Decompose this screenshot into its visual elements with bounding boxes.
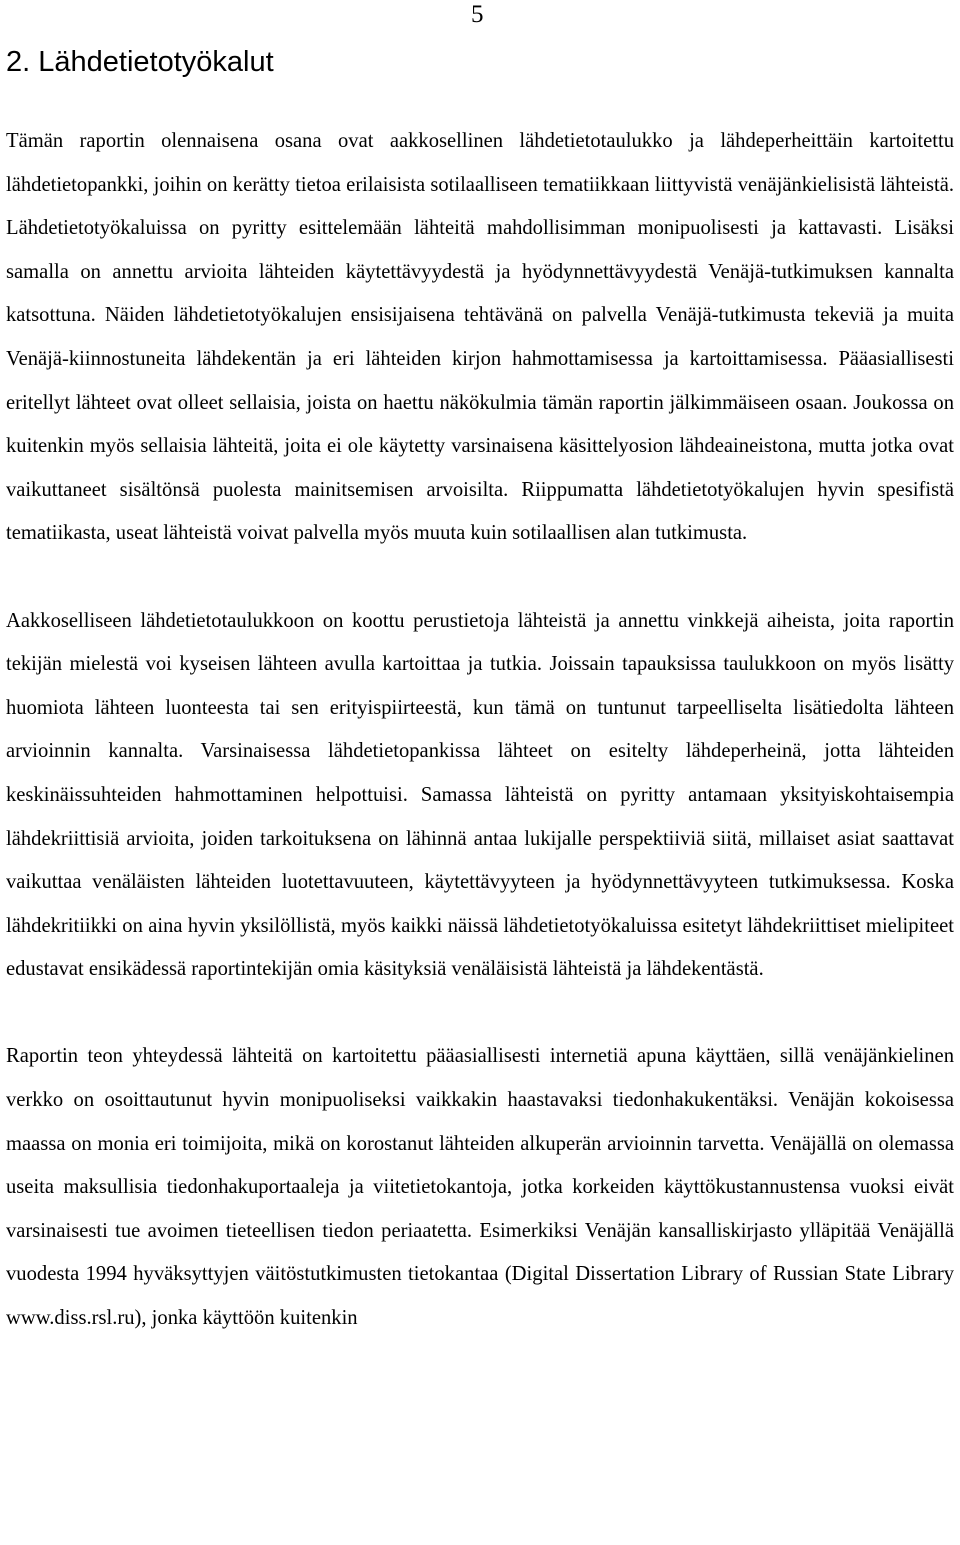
- section-heading: 2. Lähdetietotyökalut: [6, 46, 274, 78]
- page-number: 5: [471, 1, 484, 28]
- paragraph-2: Aakkoselliseen lähdetietotaulukkoon on koottu perustietoja lähteistä ja annettu vinkkejä aiheista, joita raportin tekijän mielestä voi kyseisen lähteen avulla kartoittaa ja tutkia. Joissain tapauksissa taulukkoon on myös lisätty huomiota lähteen luonteesta tai sen erityispiirteestä, kun tämä on tuntunut tarpeelliselta lisätiedolta lähteen arvioinnin kannalta. Varsinaisessa lähdetietopankissa lähteet on esitelty lähdeperheinä, jotta lähteiden keskinäissuhteiden hahmottaminen helpottuisi. Samassa lähteistä on pyritty antamaan yksityiskohtaisempia lähdekriittisiä arvioita, joiden tarkoituksena on lähinnä antaa lukijalle perspektiiviä siitä, millaiset asiat saattavat vaikuttaa venäläisten lähteiden luotettavuuteen, käytettävyyteen ja hyödynnettävyyteen tutkimuksessa. Koska lähdekritiikki on aina hyvin yksilöllistä, myös kaikki näissä lähdetietotyökaluissa esitetyt lähdekriittiset mielipiteet edustavat ensikädessä raportintekijän omia käsityksiä venäläisistä lähteistä ja lähdekentästä.: [6, 609, 954, 981]
- paragraph-1: Tämän raportin olennaisena osana ovat aakkosellinen lähdetietotaulukko ja lähdeperheittäin kartoitettu lähdetietopankki, joihin on kerätty tietoa erilaisista sotilaalliseen tematiikkaan liittyvistä venäjänkielisistä lähteistä. Lähdetietotyökaluissa on pyritty esittelemään lähteitä mahdollisimman monipuolisesti ja kattavasti. Lisäksi samalla on annettu arvioita lähteiden käytettävyydestä ja hyödynnettävyydestä Venäjä-tutkimuksen kannalta katsottuna. Näiden lähdetietotyökalujen ensisijaisena tehtävänä on palvella Venäjä-tutkimusta tekeviä ja muita Venäjä-kiinnostuneita lähdekentän ja eri lähteiden kirjon hahmottamisessa ja kartoittamisessa. Pääasiallisesti eritellyt lähteet ovat olleet sellaisia, joista on haettu näkökulmia tämän raportin jälkimmäiseen osaan. Joukossa on kuitenkin myös sellaisia lähteitä, joita ei ole käytetty varsinaisena käsittelyosion lähdeaineistona, mutta jotka ovat vaikuttaneet sisältönsä puolesta mainitsemisen arvoisilta. Riippumatta lähdetietotyökalujen hyvin spesifistä tematiikasta, useat lähteistä voivat palvella myös muuta kuin sotilaallisen alan tutkimusta.: [6, 130, 954, 545]
- body-text: [6, 120, 954, 1341]
- paragraph-3: Raportin teon yhteydessä lähteitä on kartoitettu pääasiallisesti internetiä apuna käyttäen, sillä venäjänkielinen verkko on osoittautunut hyvin monipuoliseksi vaikkakin haastavaksi tiedonhakukentäksi. Venäjän kokoisessa maassa on monia eri toimijoita, mikä on korostanut lähteiden alkuperän arvioinnin tarvetta. Venäjällä on olemassa useita maksullisia tiedonhakuportaaleja ja viitetietokantoja, jotka korkeiden käyttökustannustensa vuoksi eivät varsinaisesti tue avoimen tieteellisen tiedon periaatetta. Esimerkiksi Venäjän kansalliskirjasto ylläpitää Venäjällä vuodesta 1994 hyväksyttyjen väitöstutkimusten tietokantaa (Digital Dissertation Library of Russian State Library www.diss.rsl.ru), jonka käyttöön kuitenkin: [6, 1045, 954, 1330]
